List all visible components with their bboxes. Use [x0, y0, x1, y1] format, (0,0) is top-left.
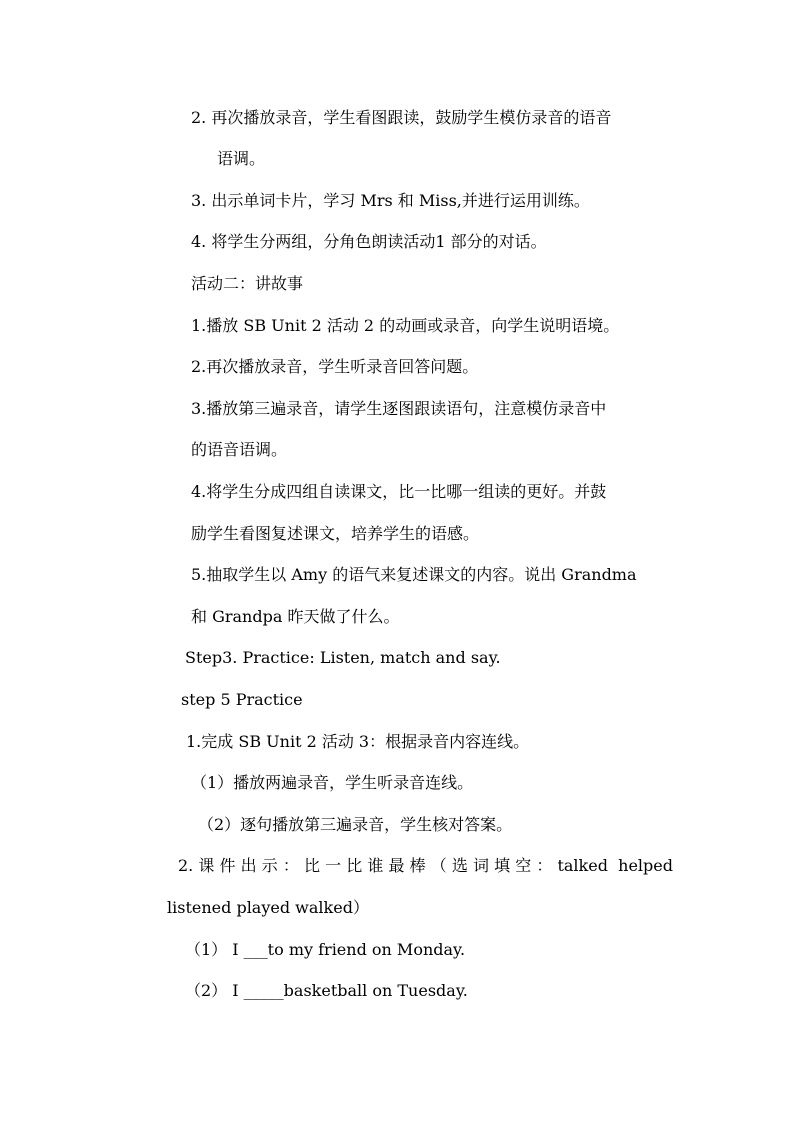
paragraph-line: 和 Grandpa 昨天做了什么。 — [191, 607, 400, 626]
paragraph-line: 4. 将学生分两组，分角色朗读活动1 部分的对话。 — [191, 232, 547, 251]
paragraph-line: （2）逐句播放第三遍录音，学生核对答案。 — [198, 815, 513, 834]
section-heading: step 5 Practice — [181, 690, 303, 709]
paragraph-line: 2.再次播放录音，学生听录音回答问题。 — [191, 357, 479, 376]
paragraph-line: 1.完成 SB Unit 2 活动 3：根据录音内容连线。 — [186, 732, 530, 751]
paragraph-line: 4.将学生分成四组自读课文，比一比哪一组读的更好。并鼓 — [191, 482, 607, 501]
paragraph-line: 的语音语调。 — [191, 440, 288, 459]
paragraph-line: 3. 出示单词卡片，学习 Mrs 和 Miss,并进行运用训练。 — [191, 191, 590, 210]
paragraph-line: （1）播放两遍录音，学生听录音连线。 — [191, 773, 474, 792]
paragraph-line: 5.抽取学生以 Amy 的语气来复述课文的内容。说出 Grandma — [191, 565, 637, 584]
paragraph-line: 2. 再次播放录音，学生看图跟读，鼓励学生模仿录音的语音 — [191, 108, 612, 127]
exercise-item: （2） I _____basketball on Tuesday. — [185, 981, 468, 1000]
section-heading: Step3. Practice: Listen, match and say. — [185, 648, 501, 667]
exercise-item: （1） I ___to my friend on Monday. — [185, 940, 466, 959]
paragraph-line: 3.播放第三遍录音，请学生逐图跟读语句，注意模仿录音中 — [191, 399, 607, 418]
paragraph-line: 励学生看图复述课文，培养学生的语感。 — [191, 524, 480, 543]
paragraph-line: 2.课件出示：比一比谁最棒（选词填空：talked helped — [178, 856, 673, 875]
paragraph-line: 语调。 — [217, 149, 266, 168]
paragraph-line: listened played walked） — [167, 898, 369, 917]
paragraph-line: 1.播放 SB Unit 2 活动 2 的动画或录音，向学生说明语境。 — [191, 316, 620, 335]
section-heading: 活动二：讲故事 — [191, 274, 304, 293]
